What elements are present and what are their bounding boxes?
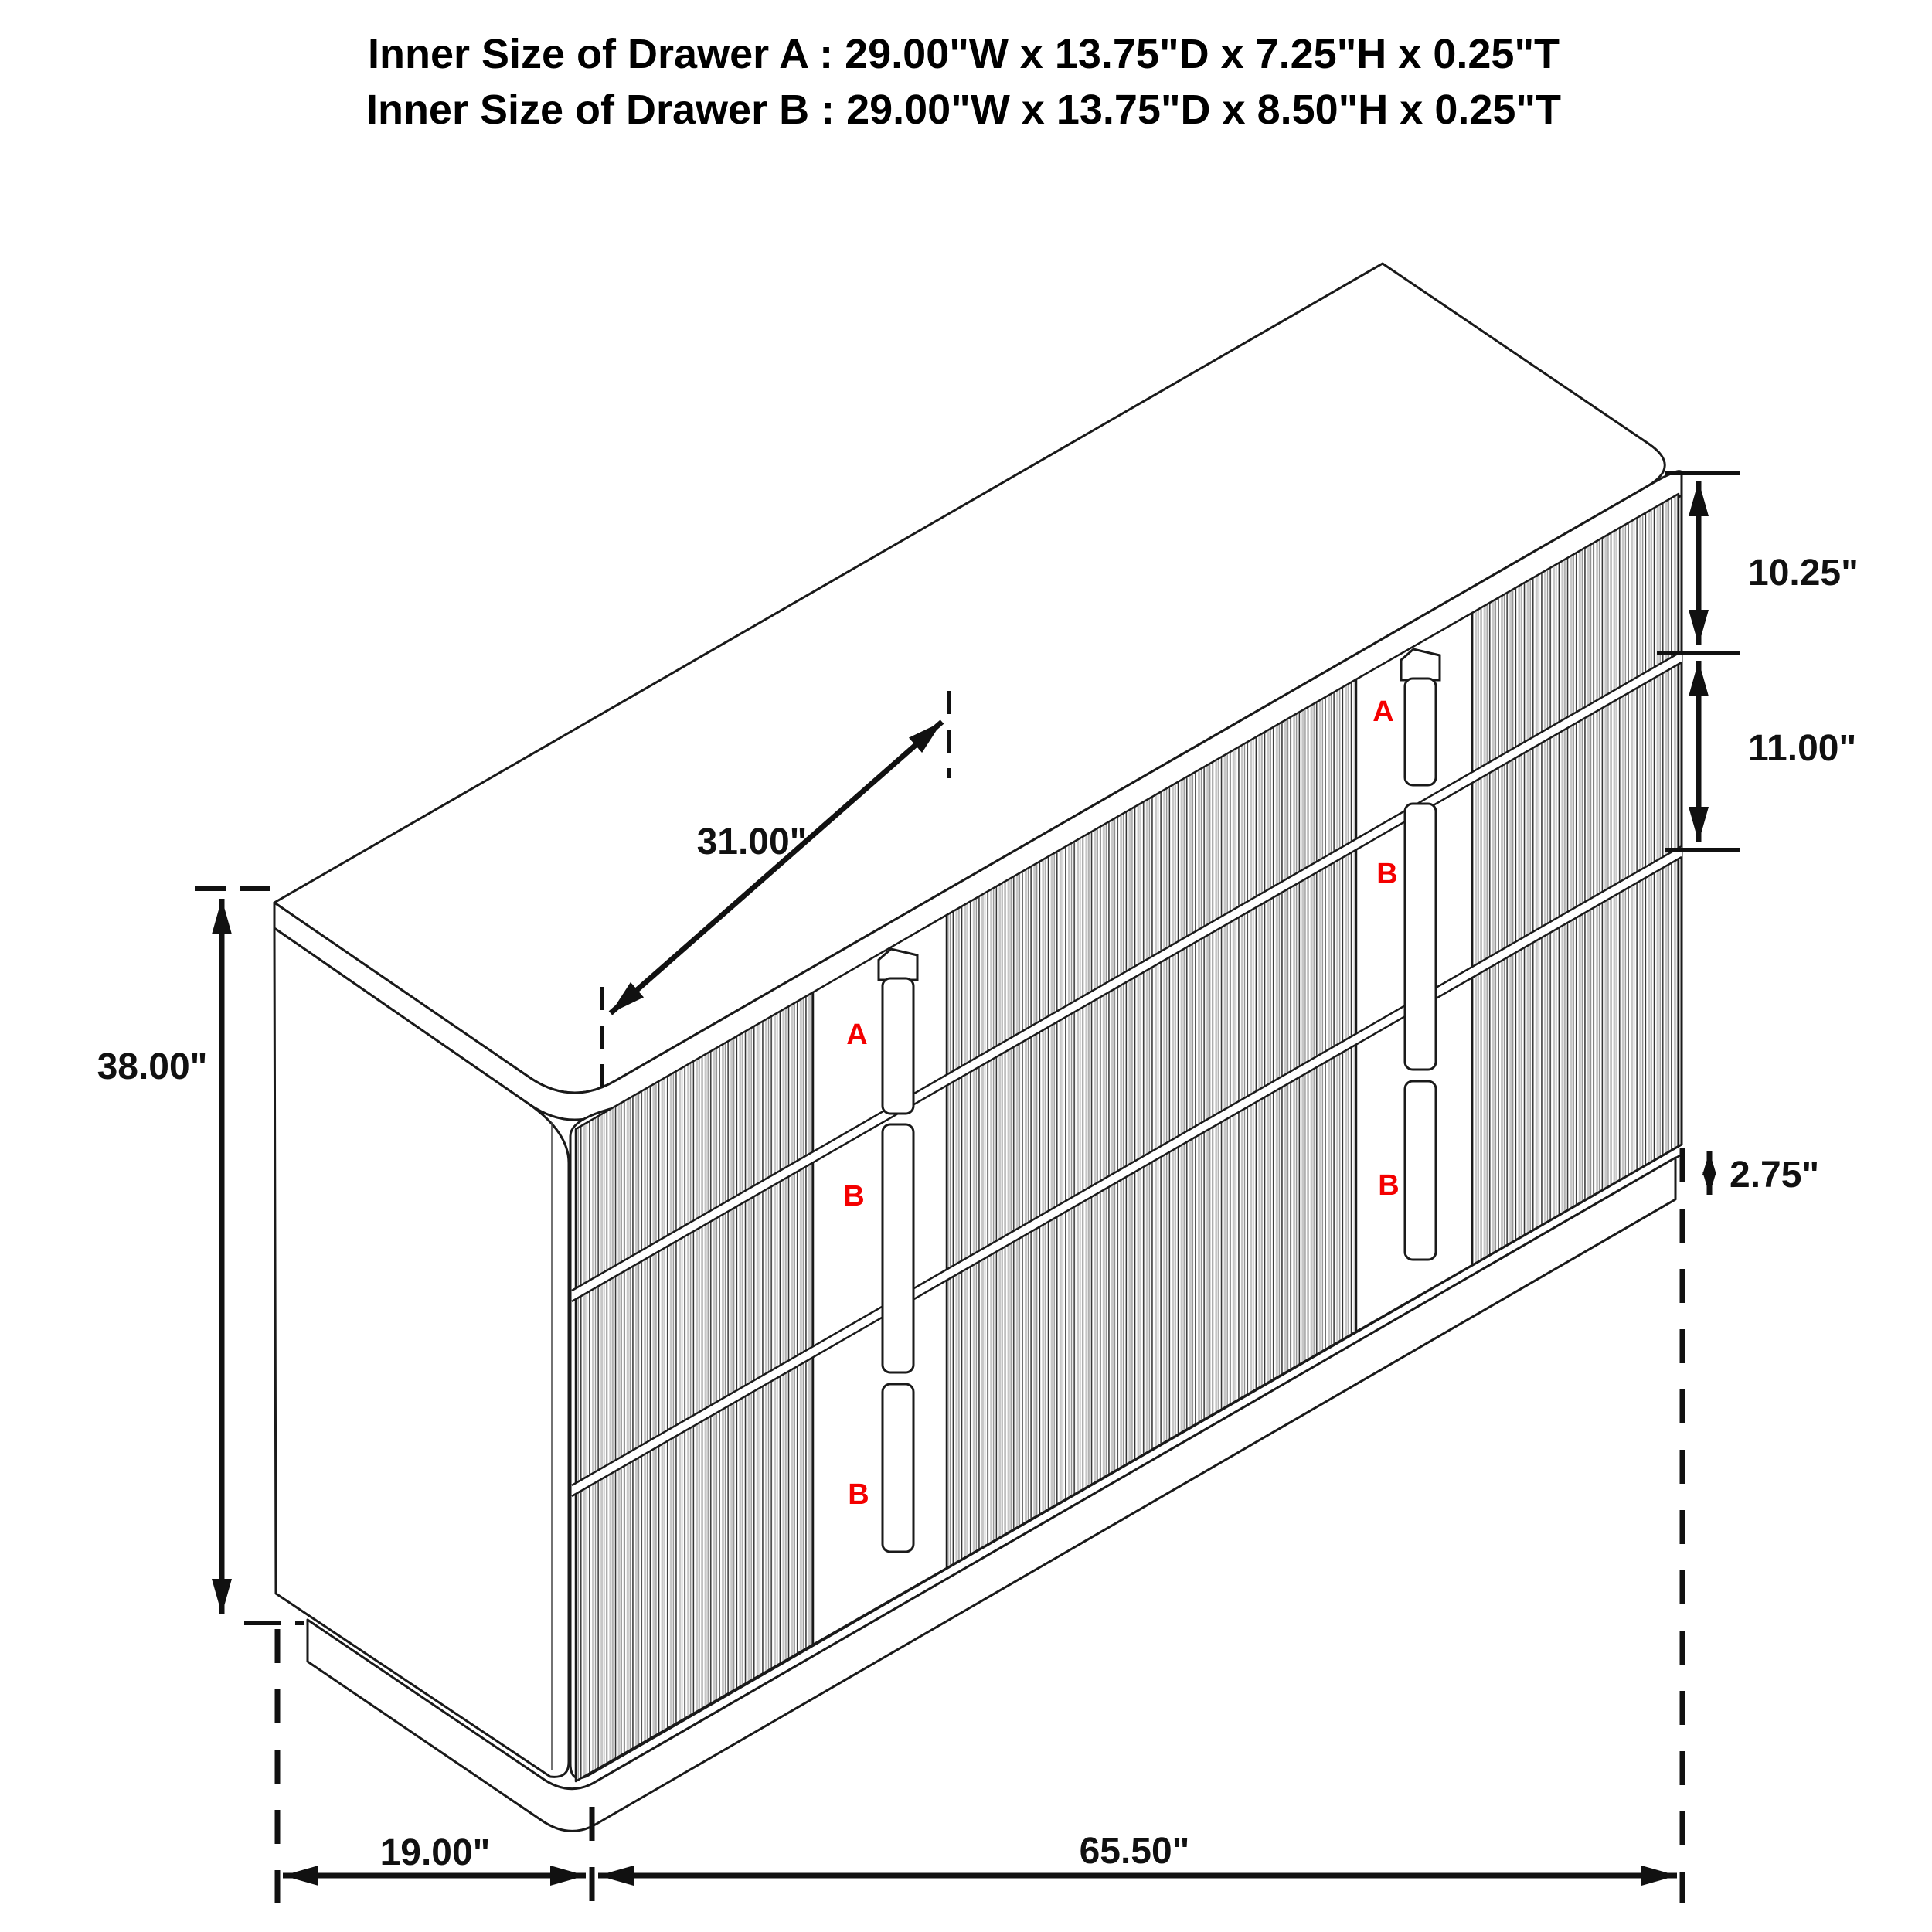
dim-height-label: 38.00" (97, 1046, 208, 1087)
title-line-2: Inner Size of Drawer B : 29.00"W x 13.75"D x 8.50"H x 0.25"T (366, 87, 1562, 133)
drawer-label-right-a: A (1372, 696, 1394, 728)
drawer-label-right-b1: B (1376, 858, 1398, 890)
drawer-label-left-a: A (846, 1019, 868, 1051)
dim-drawer-b-height-label: 11.00" (1748, 728, 1857, 769)
dim-depth-label: 19.00" (379, 1832, 491, 1873)
drawer-label-right-b2: B (1378, 1169, 1400, 1202)
title-line-1: Inner Size of Drawer A : 29.00"W x 13.75"D x 7.25"H x 0.25"T (367, 31, 1560, 77)
dim-inner-span-label: 31.00" (696, 821, 808, 862)
dim-drawer-a-height-label: 10.25" (1748, 553, 1859, 594)
drawer-label-left-b2: B (848, 1478, 869, 1511)
handle-left (879, 949, 917, 1552)
dim-base-height-label: 2.75" (1730, 1155, 1820, 1196)
dim-width-label: 65.50" (1079, 1831, 1190, 1872)
divider-stile-left (813, 915, 947, 1645)
fluted-panel-right (1472, 494, 1679, 1265)
handle-right (1401, 649, 1440, 1260)
fluted-panel-left (576, 992, 813, 1781)
drawer-label-left-b1: B (843, 1180, 865, 1213)
cabinet-drawing (274, 264, 1682, 1831)
